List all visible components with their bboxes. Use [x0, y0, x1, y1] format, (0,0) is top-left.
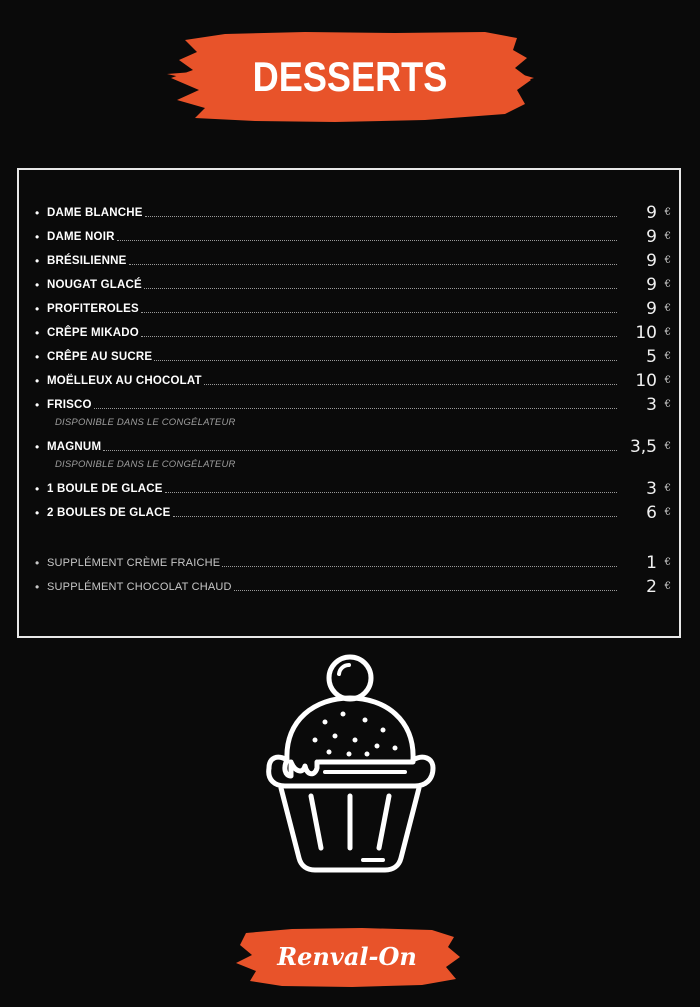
bullet-icon: •	[35, 278, 40, 292]
menu-item	[35, 222, 671, 246]
dotted-leader	[165, 491, 617, 493]
item-name: SUPPLÉMENT CRÈME FRAICHE	[47, 557, 221, 569]
dotted-leader	[204, 383, 617, 385]
dotted-leader	[129, 263, 617, 265]
menu-item	[35, 294, 671, 318]
item-price: 3,5	[629, 437, 657, 457]
item-price: 9	[646, 227, 657, 247]
menu-item	[35, 498, 671, 522]
menu-item	[35, 270, 671, 294]
item-name: SUPPLÉMENT CHOCOLAT CHAUD	[47, 581, 232, 593]
menu-item	[35, 246, 671, 270]
item-price: 6	[646, 503, 657, 523]
bullet-icon: •	[35, 230, 40, 244]
dotted-leader	[222, 565, 617, 567]
item-name: PROFITEROLES	[47, 303, 139, 315]
item-name: DAME NOIR	[47, 231, 115, 243]
bullet-icon: •	[35, 580, 40, 594]
bullet-icon: •	[35, 440, 40, 454]
dotted-leader	[103, 449, 617, 451]
currency-symbol: €	[664, 279, 671, 290]
currency-symbol: €	[664, 483, 671, 494]
bullet-icon: •	[35, 350, 40, 364]
dotted-leader	[154, 359, 617, 361]
currency-symbol: €	[664, 303, 671, 314]
currency-symbol: €	[664, 375, 671, 386]
item-price: 10	[635, 323, 657, 343]
item-name: FRISCO	[47, 399, 92, 411]
menu-item	[35, 474, 671, 498]
dotted-leader	[173, 515, 617, 517]
item-price: 5	[646, 347, 657, 367]
dotted-leader	[94, 407, 617, 409]
item-price: 2	[646, 577, 657, 597]
currency-symbol: €	[664, 507, 671, 518]
dotted-leader	[144, 287, 617, 289]
bullet-icon: •	[35, 326, 40, 340]
item-price: 1	[646, 553, 657, 573]
bullet-icon: •	[35, 254, 40, 268]
item-price: 10	[635, 371, 657, 391]
currency-symbol: €	[664, 327, 671, 338]
page-title: DESSERTS	[252, 53, 448, 100]
currency-symbol: €	[664, 557, 671, 568]
currency-symbol: €	[664, 399, 671, 410]
item-name: 2 BOULES DE GLACE	[47, 507, 171, 519]
dotted-leader	[145, 215, 617, 217]
menu-item	[35, 198, 671, 222]
item-name: CRÊPE MIKADO	[47, 327, 139, 339]
bullet-icon: •	[35, 398, 40, 412]
currency-symbol: €	[664, 231, 671, 242]
item-name: MAGNUM	[47, 441, 102, 453]
menu-item	[35, 342, 671, 366]
supplement-item	[35, 548, 671, 572]
item-name: CRÊPE AU SUCRE	[47, 351, 153, 363]
menu-item	[35, 432, 671, 456]
menu-frame	[17, 168, 681, 638]
item-price: 3	[646, 479, 657, 499]
item-name: DAME BLANCHE	[47, 207, 143, 219]
item-name: MOËLLEUX AU CHOCOLAT	[47, 375, 202, 387]
cupcake-icon	[255, 650, 445, 880]
item-name: NOUGAT GLACÉ	[47, 279, 142, 291]
item-note: DISPONIBLE DANS LE CONGÉLATEUR	[55, 417, 236, 428]
currency-symbol: €	[664, 351, 671, 362]
item-name: BRÉSILIENNE	[47, 255, 127, 267]
title-banner	[165, 28, 535, 126]
menu-item	[35, 318, 671, 342]
item-price: 9	[646, 203, 657, 223]
currency-symbol: €	[664, 441, 671, 452]
bullet-icon: •	[35, 482, 40, 496]
bullet-icon: •	[35, 302, 40, 316]
bullet-icon: •	[35, 374, 40, 388]
section-spacer	[35, 522, 671, 548]
bullet-icon: •	[35, 556, 40, 570]
bullet-icon: •	[35, 506, 40, 520]
dotted-leader	[117, 239, 617, 241]
menu-list	[35, 198, 671, 596]
bullet-icon: •	[35, 206, 40, 220]
currency-symbol: €	[664, 255, 671, 266]
currency-symbol: €	[664, 207, 671, 218]
item-price: 9	[646, 275, 657, 295]
menu-item	[35, 366, 671, 390]
menu-item	[35, 390, 671, 414]
item-name: 1 BOULE DE GLACE	[47, 483, 163, 495]
item-price: 9	[646, 299, 657, 319]
currency-symbol: €	[664, 581, 671, 592]
item-price: 9	[646, 251, 657, 271]
dotted-leader	[234, 589, 617, 591]
item-note: DISPONIBLE DANS LE CONGÉLATEUR	[55, 459, 236, 470]
brand-logo: Renval-On	[277, 942, 417, 971]
brand-banner	[232, 923, 462, 991]
dotted-leader	[141, 335, 617, 337]
item-price: 3	[646, 395, 657, 415]
dotted-leader	[141, 311, 617, 313]
supplement-item	[35, 572, 671, 596]
